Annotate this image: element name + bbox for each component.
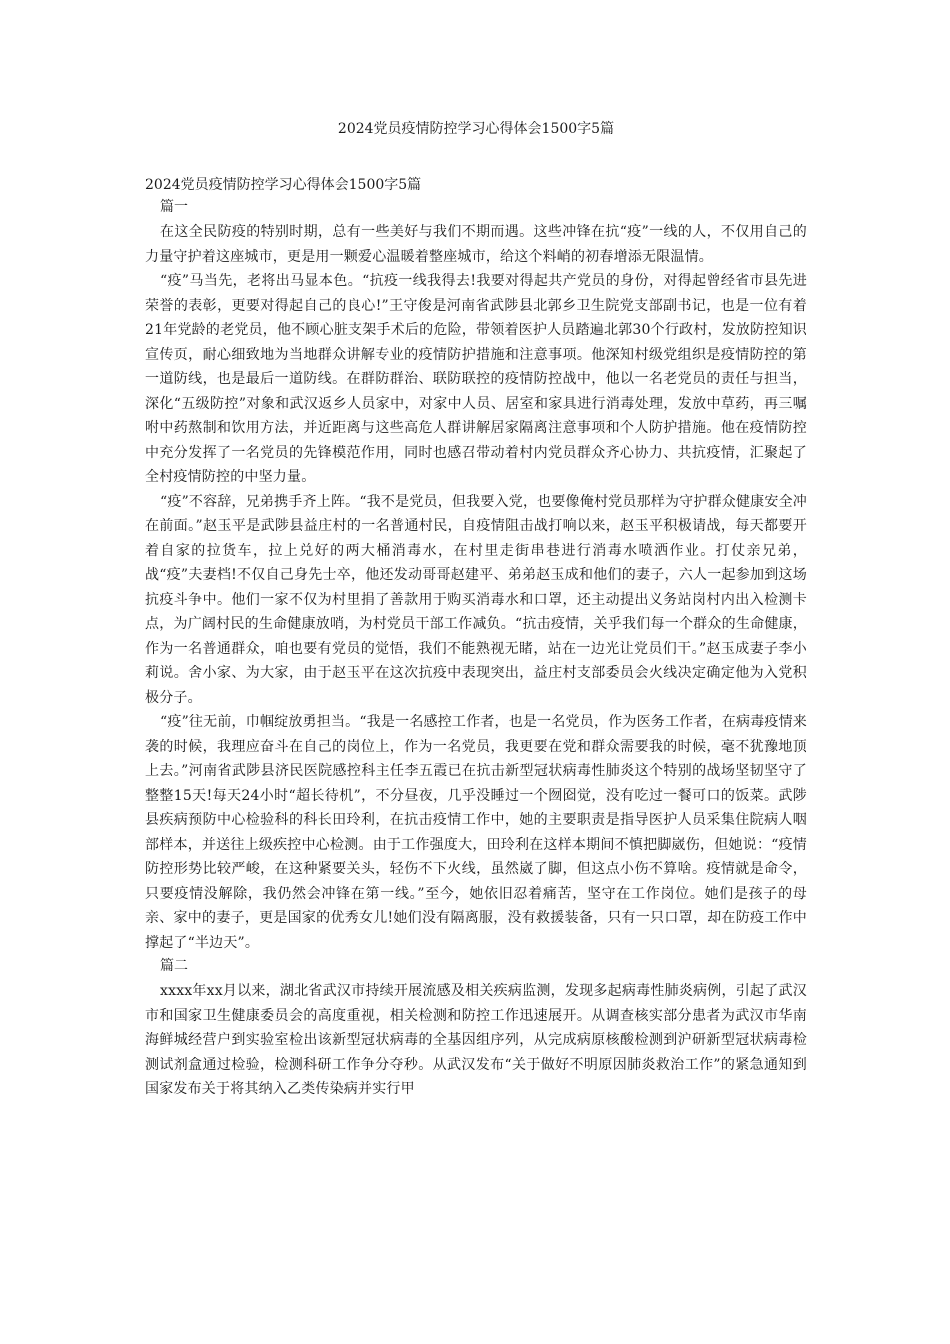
section-body bbox=[145, 220, 807, 955]
paragraph: “疫”往无前，巾帼绽放勇担当。“我是一名感控工作者，也是一名党员，作为医务工作者，在病毒疫情来袭的时候，我理应奋斗在自己的岗位上，作为一名党员，我更要在党和群众需要我的时候，毫不犹豫地顶上去。”河南省武陟县济民医院感控科主任李五霞已在抗击新型冠状病毒性肺炎这个特别的战场坚韧坚守了整整15天!每天24小时“超长待机”，不分昼夜，几乎没睡过一个囫囵觉，没有吃过一餐可口的饭菜。武陟县疾病预防中心检验科的科长田玲利，在抗击疫情工作中，她的主要职责是指导医护人员采集住院病人咽部样本，并送往上级疾控中心检测。由于工作强度大，田玲利在这样本期间不慎把脚崴伤，但她说：“疫情防控形势比较严峻，在这种紧要关头，轻伤不下火线，虽然崴了脚，但这点小伤不算啥。疫情就是命令，只要疫情没解除，我仍然会冲锋在第一线。”至今，她依旧忍着痛苦，坚守在工作岗位。她们是孩子的母亲、家中的妻子，更是国家的优秀女儿!她们没有隔离服，没有救援装备，只有一只口罩，却在防疫工作中撑起了“半边天”。 bbox=[145, 714, 807, 951]
paragraph: 在这全民防疫的特别时期，总有一些美好与我们不期而遇。这些冲锋在抗“疫”一线的人，不仅用自己的力量守护着这座城市，更是用一颗爱心温暖着整座城市，给这个料峭的初春增添无限温情。 bbox=[145, 224, 807, 265]
paragraph: “疫”不容辞，兄弟携手齐上阵。“我不是党员，但我要入党，也要像俺村党员那样为守护群众健康安全冲在前面。”赵玉平是武陟县益庄村的一名普通村民，自疫情阻击战打响以来，赵玉平积极请战，每天都要开着自家的拉货车，拉上兑好的两大桶消毒水，在村里走街串巷进行消毒水喷洒作业。打仗亲兄弟，战“疫”夫妻档!不仅自己身先士卒，他还发动哥哥赵建平、弟弟赵玉成和他们的妻子，六人一起参加到这场抗疫斗争中。他们一家不仅为村里捐了善款用于购买消毒水和口罩，还主动提出义务站岗村内出入检测卡点，为广阔村民的生命健康放哨，为村党员干部工作减负。“抗击疫情，关乎我们每一个群众的生命健康，作为一名普通群众，咱也要有党员的觉悟，我们不能熟视无睹，站在一边光让党员们干。”赵玉成妻子李小莉说。舍小家、为大家，由于赵玉平在这次抗疫中表现突出，益庄村支部委员会火线决定确定他为入党积极分子。 bbox=[145, 493, 807, 706]
document-title: 2024党员疫情防控学习心得体会1500字5篇 bbox=[337, 121, 615, 137]
section-body bbox=[145, 979, 807, 1102]
section-label: 篇一 bbox=[160, 199, 188, 215]
document-page bbox=[145, 118, 807, 1102]
section-2 bbox=[145, 955, 807, 1102]
section-label: 篇二 bbox=[160, 958, 188, 974]
document-subtitle: 2024党员疫情防控学习心得体会1500字5篇 bbox=[145, 177, 422, 193]
paragraph: “疫”马当先，老将出马显本色。“抗疫一线我得去!我要对得起共产党员的身份，对得起曾经省市县先进荣誉的表彰，更要对得起自己的良心!”王守俊是河南省武陟县北郭乡卫生院党支部副书记，也是一位有着21年党龄的老党员，他不顾心脏支架手术后的危险，带领着医护人员踏遍北郭30个行政村，发放防控知识宣传页，耐心细致地为当地群众讲解专业的疫情防护措施和注意事项。他深知村级党组织是疫情防控的第一道防线，也是最后一道防线。在群防群治、联防联控的疫情防控战中，他以一名老党员的责任与担当，深化“五级防控”对象和武汉返乡人员家中，对家中人员、居室和家具进行消毒处理，发放中草药，再三嘱咐中药熬制和饮用方法，并近距离与这些高危人群讲解居家隔离注意事项和个人防护措施。他在疫情防控中充分发挥了一名党员的先锋模范作用，同时也感召带动着村内党员群众齐心协力、共抗疫情，汇聚起了全村疫情防控的中坚力量。 bbox=[145, 273, 807, 485]
section-1 bbox=[145, 196, 807, 955]
paragraph: xxxx年xx月以来，湖北省武汉市持续开展流感及相关疾病监测，发现多起病毒性肺炎病例，引起了武汉市和国家卫生健康委员会的高度重视，相关检测和防控工作迅速展开。从调查核实部分患者为武汉市华南海鲜城经营户到实验室检出该新型冠状病毒的全基因组序列，从完成病原核酸检测到沪研新型冠状病毒检测试剂盒通过检验，检测科研工作争分夺秒。从武汉发布“关于做好不明原因肺炎救治工作”的紧急通知到国家发布关于将其纳入乙类传染病并实行甲 bbox=[145, 983, 807, 1097]
